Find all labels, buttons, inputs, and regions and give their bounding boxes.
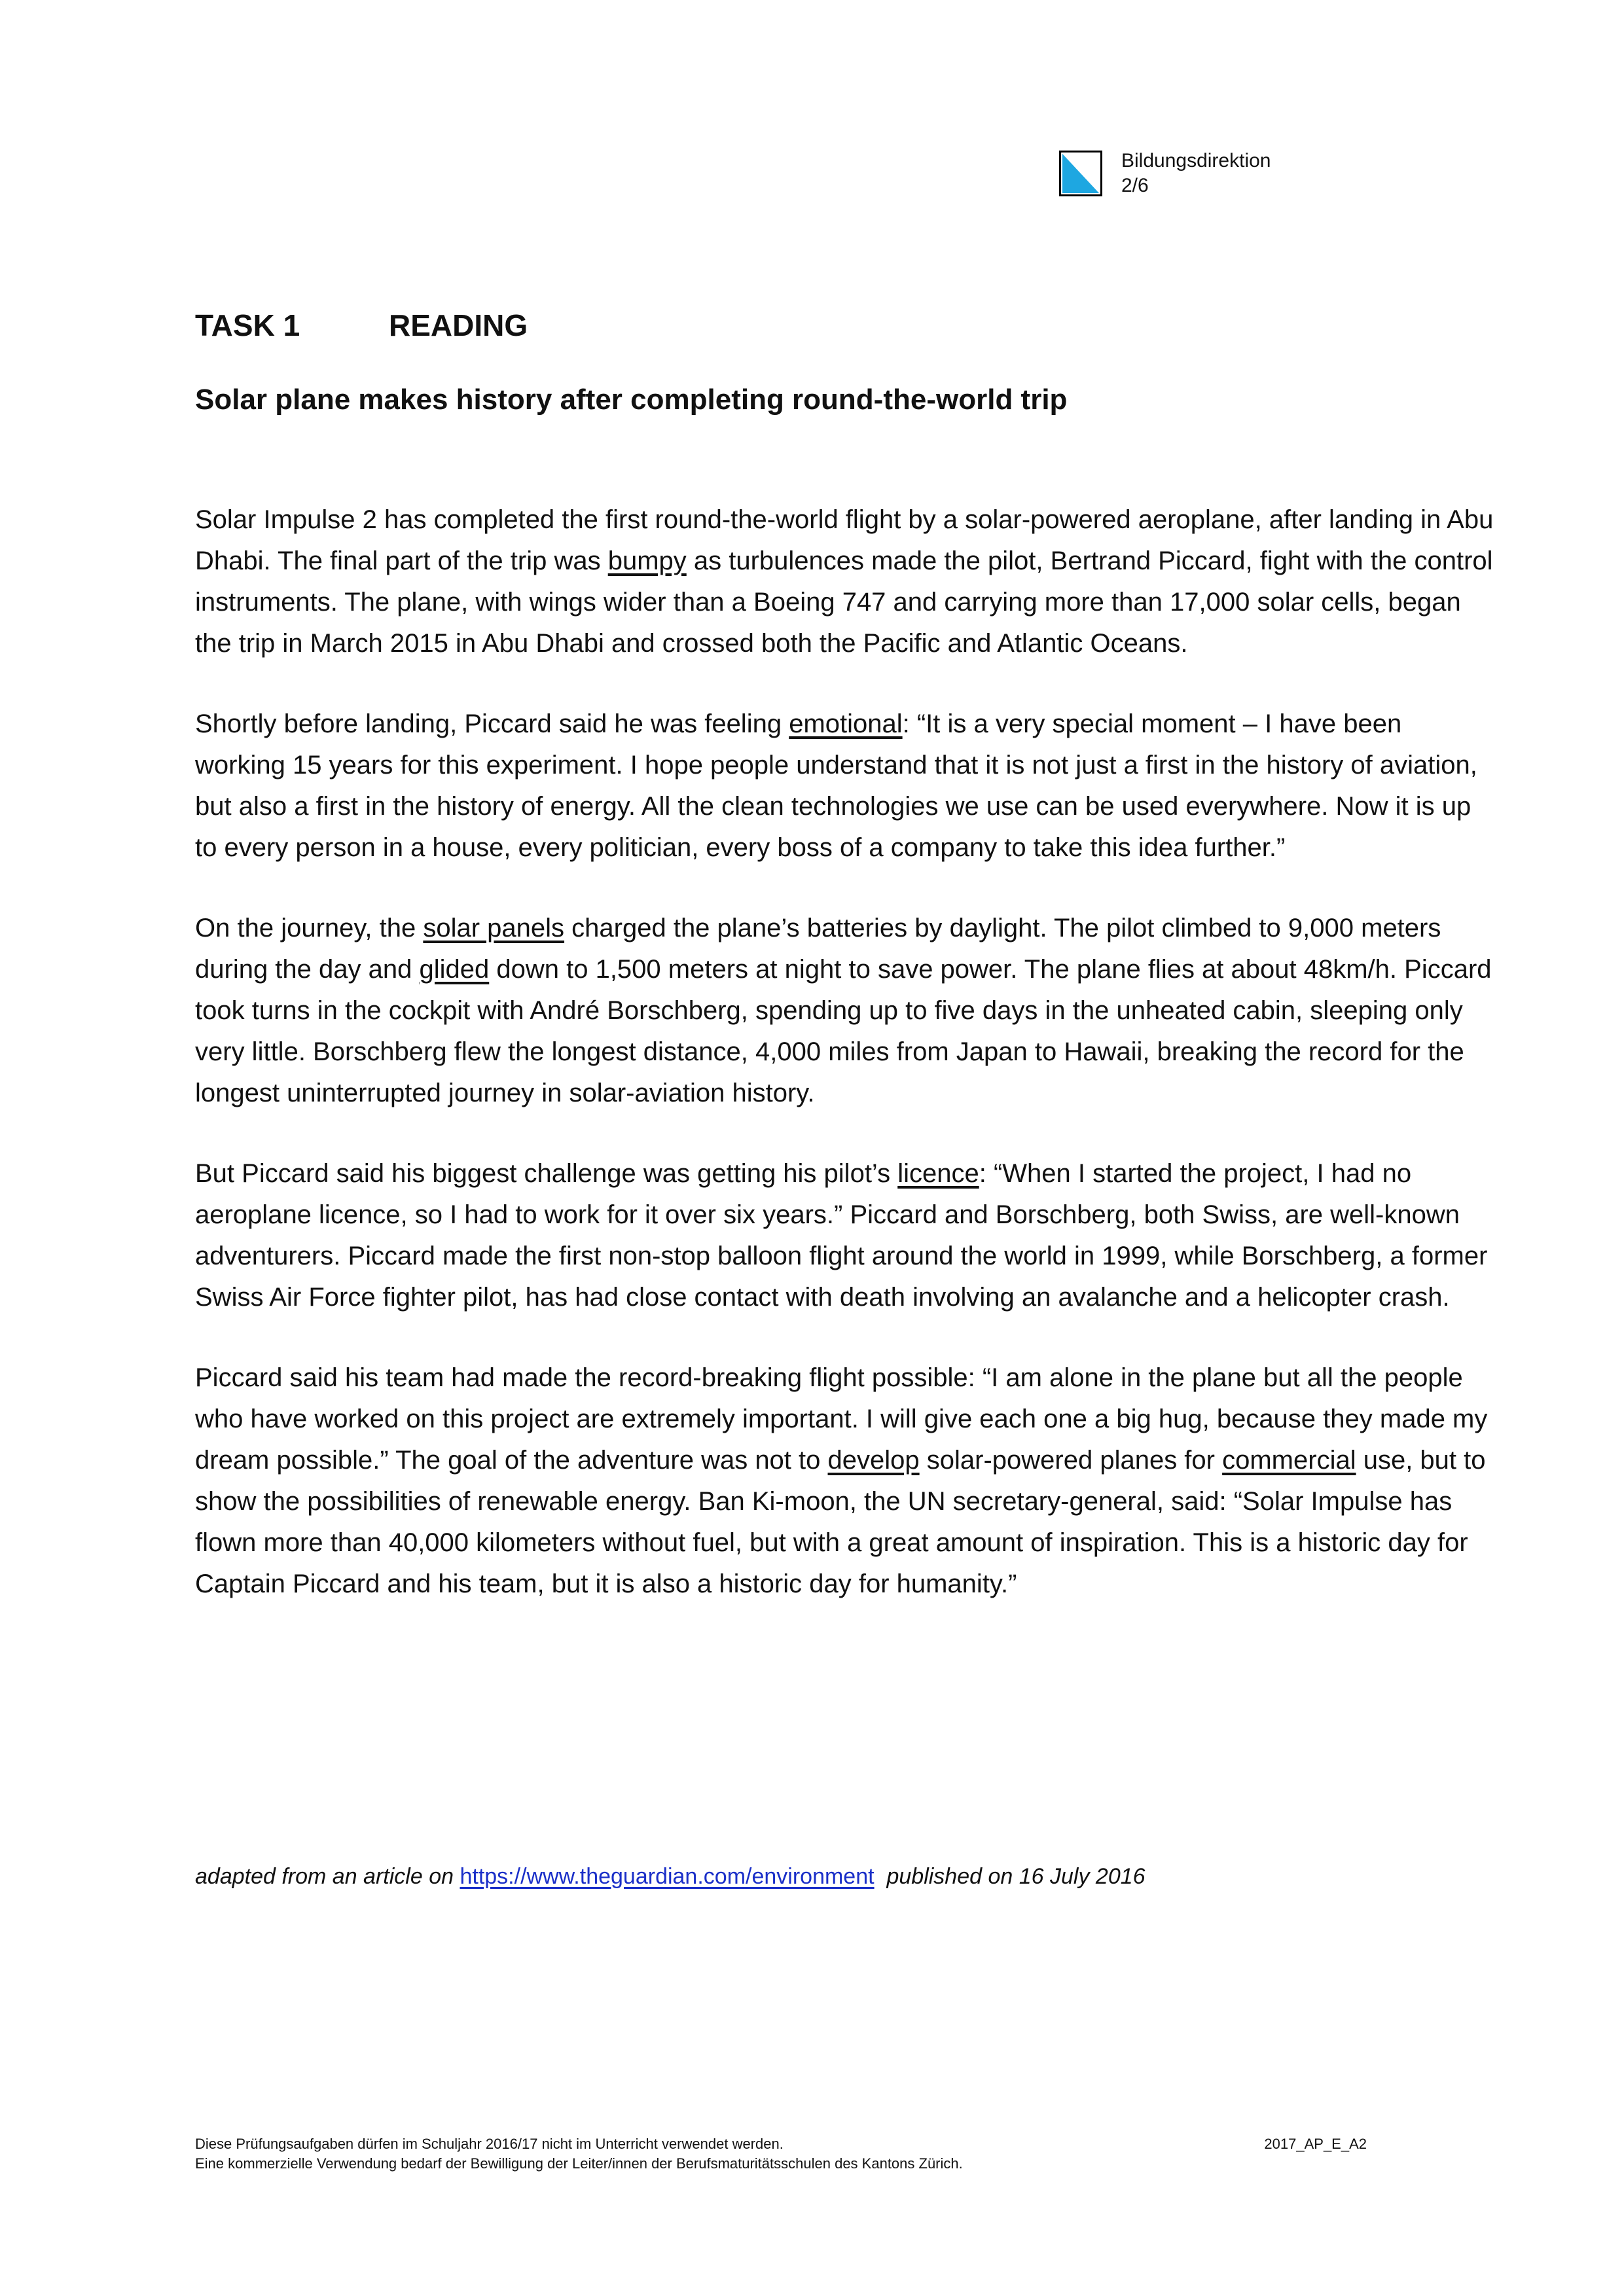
article-body [195,499,1498,1644]
source-link[interactable]: https://www.theguardian.com/environment [460,1864,875,1889]
vocab-glided: glided [419,955,490,984]
task-number: TASK 1 [195,308,300,342]
vocab-solar-panels: solar panels [423,914,565,942]
vocab-licence: licence [897,1159,979,1188]
department-name: Bildungsdirektion [1121,150,1271,171]
p3-text-b: charged the plane’s batteries by daylight. The pilot climbed to 9,000 meters during the day and [195,914,1441,984]
document-code: 2017_AP_E_A2 [1264,2136,1367,2152]
p2-text-b: : “It is a very special moment – I have been working 15 years for this experiment. I hope people understand that it is not just a first in the history of aviation, but also a first in the history of energy. All the clean technologies we use can be used everywhere. Now it is up to every person in a house, every politician, every boss of a company to take this idea further.” [195,709,1477,862]
vocab-bumpy: bumpy [607,547,687,575]
p5-text-c: use, but to show the possibilities of renewable energy. Ban Ki-moon, the UN secretary-general, said: “Solar Impulse has flown more than 40,000 kilometers without fuel, but with a great amount of inspiration. This is a historic day for Captain Piccard and his team, but it is also a historic day for humanity.” [195,1446,1486,1598]
paragraph-1 [195,499,1498,664]
paragraph-5 [195,1357,1498,1605]
header-department-block [1121,149,1271,198]
source-prefix: adapted from an article on [195,1864,460,1889]
task-heading [195,308,528,343]
footer-line-2: Eine kommerzielle Verwendung bedarf der Bewilligung der Leiter/innen der Berufsmaturitätsschulen des Kantons Zürich. [195,2155,963,2172]
task-type: READING [389,308,528,342]
vocab-emotional: emotional [789,709,903,738]
p1-text-b: as turbulences made the pilot, Bertrand Piccard, fight with the control instruments. The plane, with wings wider than a Boeing 747 and carrying more than 17,000 solar cells, began the trip in March 2015 in Abu Dhabi and crossed both the Pacific and Atlantic Oceans. [195,547,1493,658]
p4-text-a: But Piccard said his biggest challenge was getting his pilot’s [195,1159,898,1188]
page-number: 2/6 [1121,175,1149,196]
paragraph-3 [195,908,1498,1114]
vocab-develop: develop [827,1446,920,1475]
p4-text-b: : “When I started the project, I had no aeroplane licence, so I had to work for it over six years.” Piccard and Borschberg, both Swiss, are well-known adventurers. Piccard made the first non-stop balloon flight around the world in 1999, while Borschberg, a former Swiss Air Force fighter pilot, has had close contact with death involving an avalanche and a helicopter crash. [195,1159,1488,1312]
p3-text-c: down to 1,500 meters at night to save power. The plane flies at about 48km/h. Piccard took turns in the cockpit with André Borschberg, spending up to five days in the unheated cabin, sleeping only very little. Borschberg flew the longest distance, 4,000 miles from Japan to Hawaii, breaking the record for the longest uninterrupted journey in solar-aviation history. [195,955,1492,1107]
source-suffix: published on 16 July 2016 [874,1864,1146,1889]
p5-text-b: solar-powered planes for [919,1446,1223,1475]
source-attribution [195,1864,1146,1890]
paragraph-2 [195,704,1498,869]
p2-text-a: Shortly before landing, Piccard said he was feeling [195,709,789,738]
p3-text-a: On the journey, the [195,914,424,942]
zurich-canton-logo [1059,151,1102,196]
article-title: Solar plane makes history after completing round-the-world trip [195,384,1068,416]
vocab-commercial: commercial [1222,1446,1356,1475]
p1-text-a: Solar Impulse 2 has completed the first round-the-world flight by a solar-powered aeroplane, after landing in Abu Dhabi. The final part of the trip was [195,505,1494,575]
p5-text-a: Piccard said his team had made the record-breaking flight possible: “I am alone in the plane but all the people who have worked on this project are extremely important. I will give each one a big hug, because they made my dream possible.” The goal of the adventure was not to [195,1363,1488,1475]
paragraph-4 [195,1153,1498,1318]
page-footer [195,2134,1367,2174]
footer-line-1: Diese Prüfungsaufgaben dürfen im Schuljahr 2016/17 nicht im Unterricht verwendet werden. [195,2136,784,2152]
